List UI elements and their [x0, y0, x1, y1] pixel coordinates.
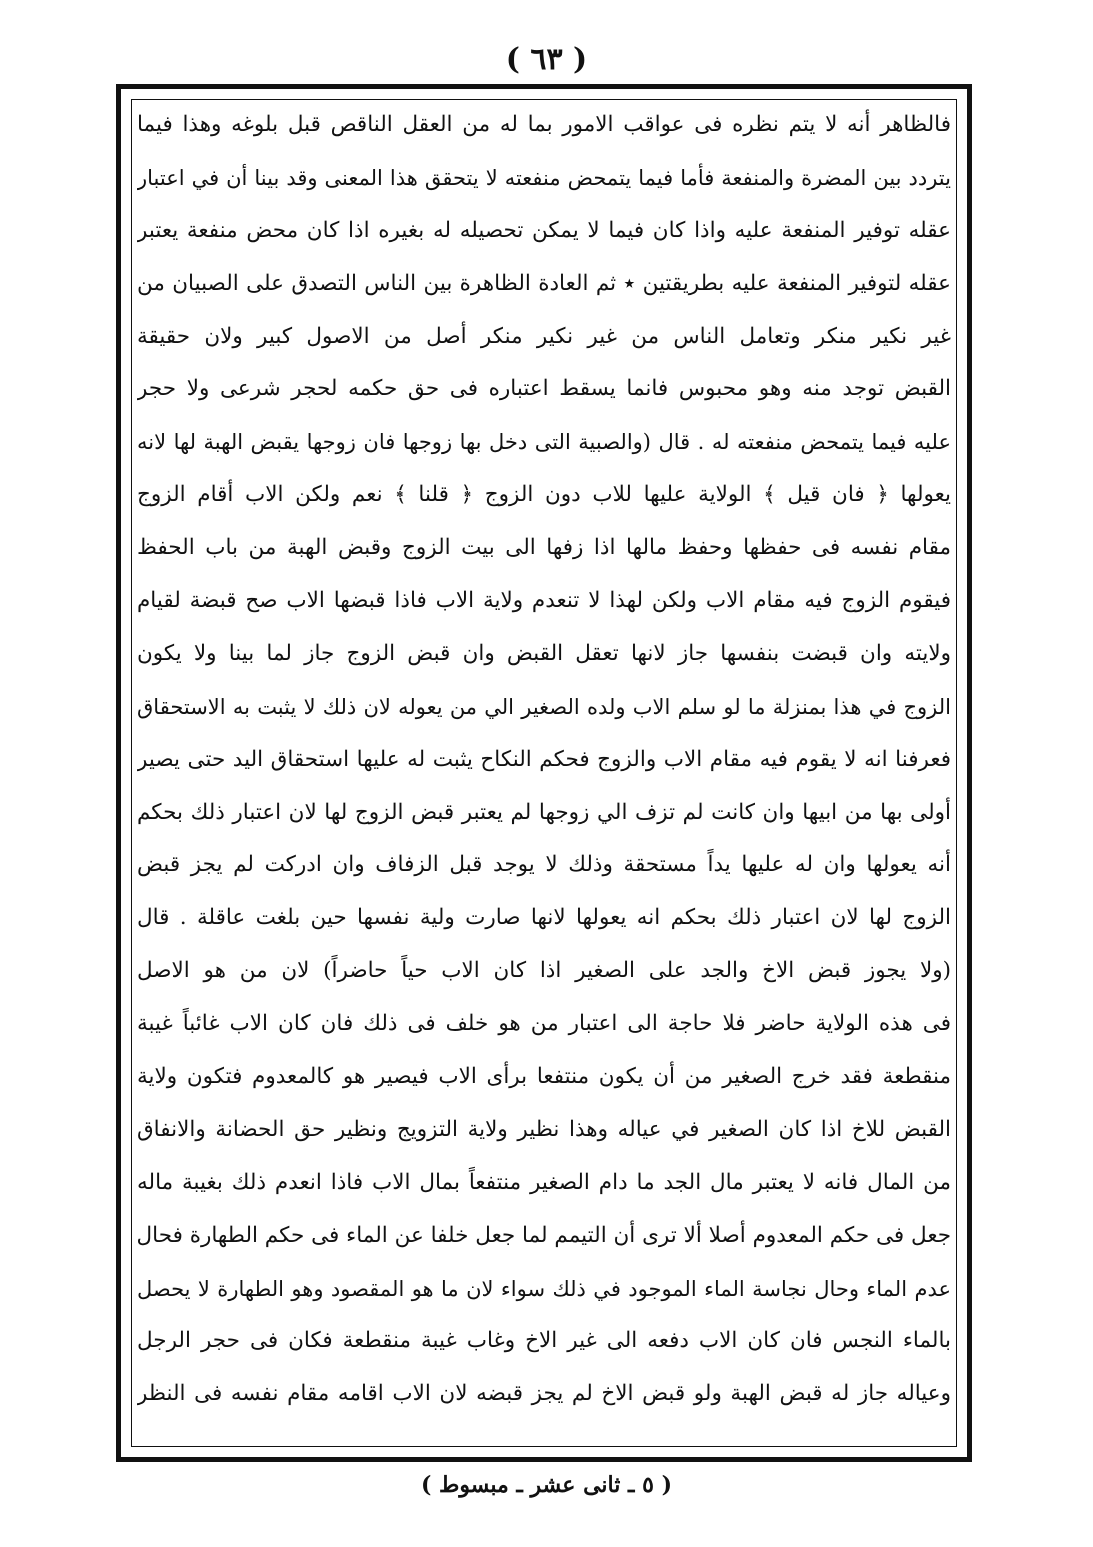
text-line: أولى بها من ابيها وان كانت لم تزف الي زوجها لم يعتبر قبض الزوج لها لان اعتبار ذلك بحكم	[137, 799, 951, 825]
text-line: (ولا يجوز قبض الاخ والجد على الصغير اذا كان الاب حياً حاضراً) لان من هو الاصل	[137, 958, 951, 984]
text-line: غير نكير منكر وتعامل الناس من غير نكير منكر أصل من الاصول كبير ولان حقيقة	[137, 323, 951, 349]
text-line: جعل فى حكم المعدوم أصلا ألا ترى أن التيمم لما جعل خلفا عن الماء فى حكم الطهارة فحال	[137, 1222, 951, 1248]
text-line: بالماء النجس فان كان الاب دفعه الى غير الاخ وغاب غيبة منقطعة فكان فى حجر الرجل	[137, 1328, 951, 1354]
text-line: فى هذه الولاية حاضر فلا حاجة الى اعتبار من هو خلف فى ذلك فان كان الاب غائباً غيبة	[137, 1011, 951, 1037]
body-text	[137, 99, 951, 1421]
text-line: عليه فيما يتمحض منفعته له . قال (والصبية التى دخل بها زوجها فان زوجها يقبض الهبة لها لانه	[137, 430, 951, 455]
text-line: فيقوم الزوج فيه مقام الاب ولكن لهذا لا تنعدم ولاية الاب فاذا قبضها الاب صح قبضة لقيام	[137, 588, 951, 614]
text-line: مقام نفسه فى حفظها وحفظ مالها اذا زفها الى بيت الزوج وقبض الهبة من باب الحفظ	[137, 535, 951, 561]
text-line: القبض للاخ اذا كان الصغير في عياله وهذا نظير ولاية التزويج ونظير حق الحضانة والانفاق	[137, 1116, 951, 1142]
page-frame	[116, 84, 972, 1462]
text-line: يعولها ﴿ فان قيل ﴾ الولاية عليها للاب دون الزوج ﴿ قلنا ﴾ نعم ولكن الاب أقام الزوج	[137, 482, 951, 508]
text-line: وعياله جاز له قبض الهبة ولو قبض الاخ لم يجز قبضه لان الاب اقامه مقام نفسه فى النظر	[137, 1381, 951, 1407]
text-line: فعرفنا انه لا يقوم فيه مقام الاب والزوج فحكم النكاح يثبت له عليها استحقاق اليد حتى يصير	[137, 746, 951, 772]
text-line: عقله لتوفير المنفعة عليه بطريقتين ٭ ثم العادة الظاهرة بين الناس التصدق على الصبيان من	[137, 270, 951, 296]
printer-signature-mark: ( ٥ ـ ثانى عشر ـ مبسوط )	[420, 1472, 673, 1498]
text-line: الزوج لها لان اعتبار ذلك بحكم انه يعولها لانها صارت ولية نفسها حين بلغت عاقلة . قال	[137, 905, 951, 931]
text-line: عقله توفير المنفعة عليه واذا كان فيما لا يمكن تحصيله له بغيره اذا كان محض منفعة يعتبر	[137, 217, 951, 243]
text-line: منقطعة فقد خرج الصغير من أن يكون منتفعا برأى الاب فيصير هو كالمعدوم فتكون ولاية	[137, 1064, 951, 1090]
text-line: يتردد بين المضرة والمنفعة فأما فيما يتمحض منفعته لا يتحقق هذا المعنى وقد بينا أن في اعتبار	[137, 165, 951, 190]
page-number: ( ٦٣ )	[505, 42, 588, 77]
text-line: ولايته وان قبضت بنفسها جاز لانها تعقل القبض وان قبض الزوج جاز لما بينا ولا يكون	[137, 640, 951, 666]
text-line: الزوج في هذا بمنزلة ما لو سلم الاب ولده الصغير الي من يعوله لان ذلك لا يثبت به الاستحقاق	[137, 694, 951, 719]
text-line: القبض توجد منه وهو محبوس فانما يسقط اعتباره فى حق حكمه لحجر شرعى ولا حجر	[137, 376, 951, 402]
text-line: فالظاهر أنه لا يتم نظره فى عواقب الامور بما له من العقل الناقص قبل بلوغه وهذا فيما	[137, 112, 951, 137]
text-line: أنه يعولها وان له عليها يداً مستحقة وذلك لا يوجد قبل الزفاف وان ادركت لم يجز قبض	[137, 852, 951, 878]
text-line: عدم الماء وحال نجاسة الماء الموجود في ذلك سواء لان ما هو المقصود وهو الطهارة لا يحصل	[137, 1276, 951, 1301]
text-line: من المال فانه لا يعتبر مال الجد ما دام الصغير منتفعاً بمال الاب فاذا انعدم ذلك بغيبة ماله	[137, 1169, 951, 1195]
